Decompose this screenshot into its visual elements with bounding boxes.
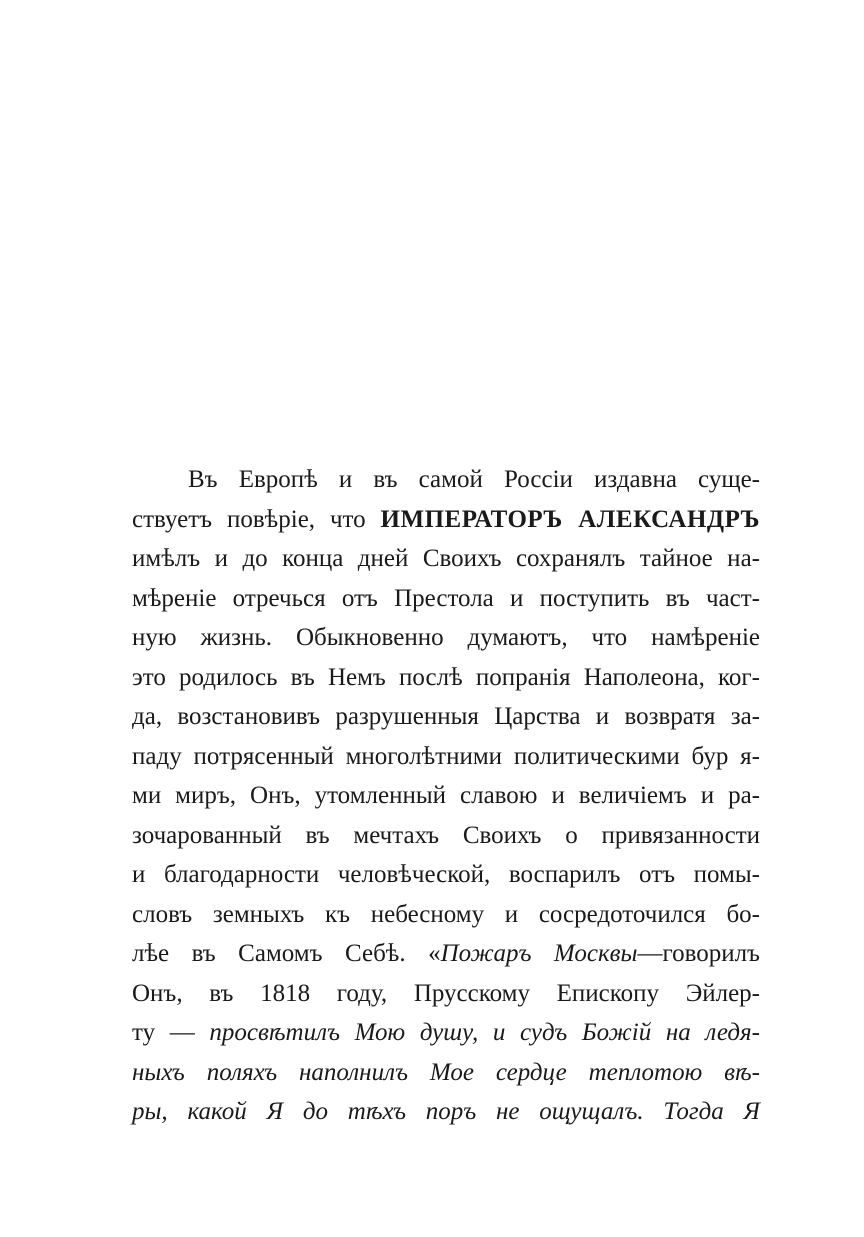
line-text: ту — bbox=[132, 1019, 210, 1046]
text-line bbox=[132, 776, 760, 816]
line-text: это родилось въ Немъ послѣ попранія Наполеона, ког- bbox=[132, 663, 760, 691]
quotation-text: Пожаръ Москвы bbox=[440, 940, 638, 967]
text-line bbox=[132, 579, 760, 619]
text-line bbox=[132, 934, 760, 974]
line-text: мѣреніе отречься отъ Престола и поступить въ част- bbox=[132, 584, 760, 612]
quotation-text: просвѣтилъ Мою душу, и судъ Божій на ледя- bbox=[209, 1019, 760, 1046]
text-line bbox=[132, 855, 760, 895]
text-line bbox=[132, 618, 760, 658]
line-text: зочарованный въ мечтахъ Своихъ о привязанности bbox=[132, 821, 760, 849]
line-text: лѣе въ Самомъ Себѣ. « bbox=[132, 940, 441, 967]
text-line bbox=[132, 697, 760, 737]
text-line bbox=[132, 460, 760, 500]
text-line bbox=[132, 1013, 760, 1053]
line-text: ми миръ, Онъ, утомленный славою и величіемъ и ра- bbox=[132, 782, 760, 809]
line-text: да, возстановивъ разрушенныя Царства и возвратя за- bbox=[132, 703, 760, 730]
text-line bbox=[132, 539, 760, 579]
text-line bbox=[132, 816, 760, 856]
emperor-name: ИМПЕРАТОРЪ АЛЕКСАНДРЪ bbox=[380, 505, 760, 533]
text-line bbox=[132, 500, 760, 540]
text-line bbox=[132, 974, 760, 1014]
text-line bbox=[132, 737, 760, 777]
quotation-text: ры, какой Я до тѣхъ поръ не ощущалъ. Тогда Я bbox=[132, 1098, 760, 1125]
line-text: и благодарности человѣческой, воспарилъ отъ помы- bbox=[132, 861, 760, 888]
text-line bbox=[132, 1053, 760, 1093]
body-text bbox=[132, 460, 760, 1132]
line-text: ную жизнь. Обыкновенно думаютъ, что намѣреніе bbox=[132, 624, 760, 651]
line-text: имѣлъ и до конца дней Своихъ сохранялъ тайное на- bbox=[132, 545, 760, 572]
text-line bbox=[132, 658, 760, 698]
line-text: Онъ, въ 1818 году, Прусскому Епископу Эйлер- bbox=[132, 979, 760, 1007]
text-line bbox=[132, 1092, 760, 1132]
text-line bbox=[132, 895, 760, 935]
line-text: Въ Европѣ и въ самой Россіи издавна суще- bbox=[188, 466, 760, 493]
line-text: паду потрясенный многолѣтними политическими бур я- bbox=[132, 742, 760, 770]
line-text: словъ земныхъ къ небесному и сосредоточился бо- bbox=[132, 900, 760, 928]
line-text: ствуетъ повѣріе, что bbox=[132, 505, 381, 533]
line-text: —говорилъ bbox=[637, 940, 760, 967]
quotation-text: ныхъ поляхъ наполнилъ Мое сердце теплотою вѣ- bbox=[132, 1058, 760, 1086]
